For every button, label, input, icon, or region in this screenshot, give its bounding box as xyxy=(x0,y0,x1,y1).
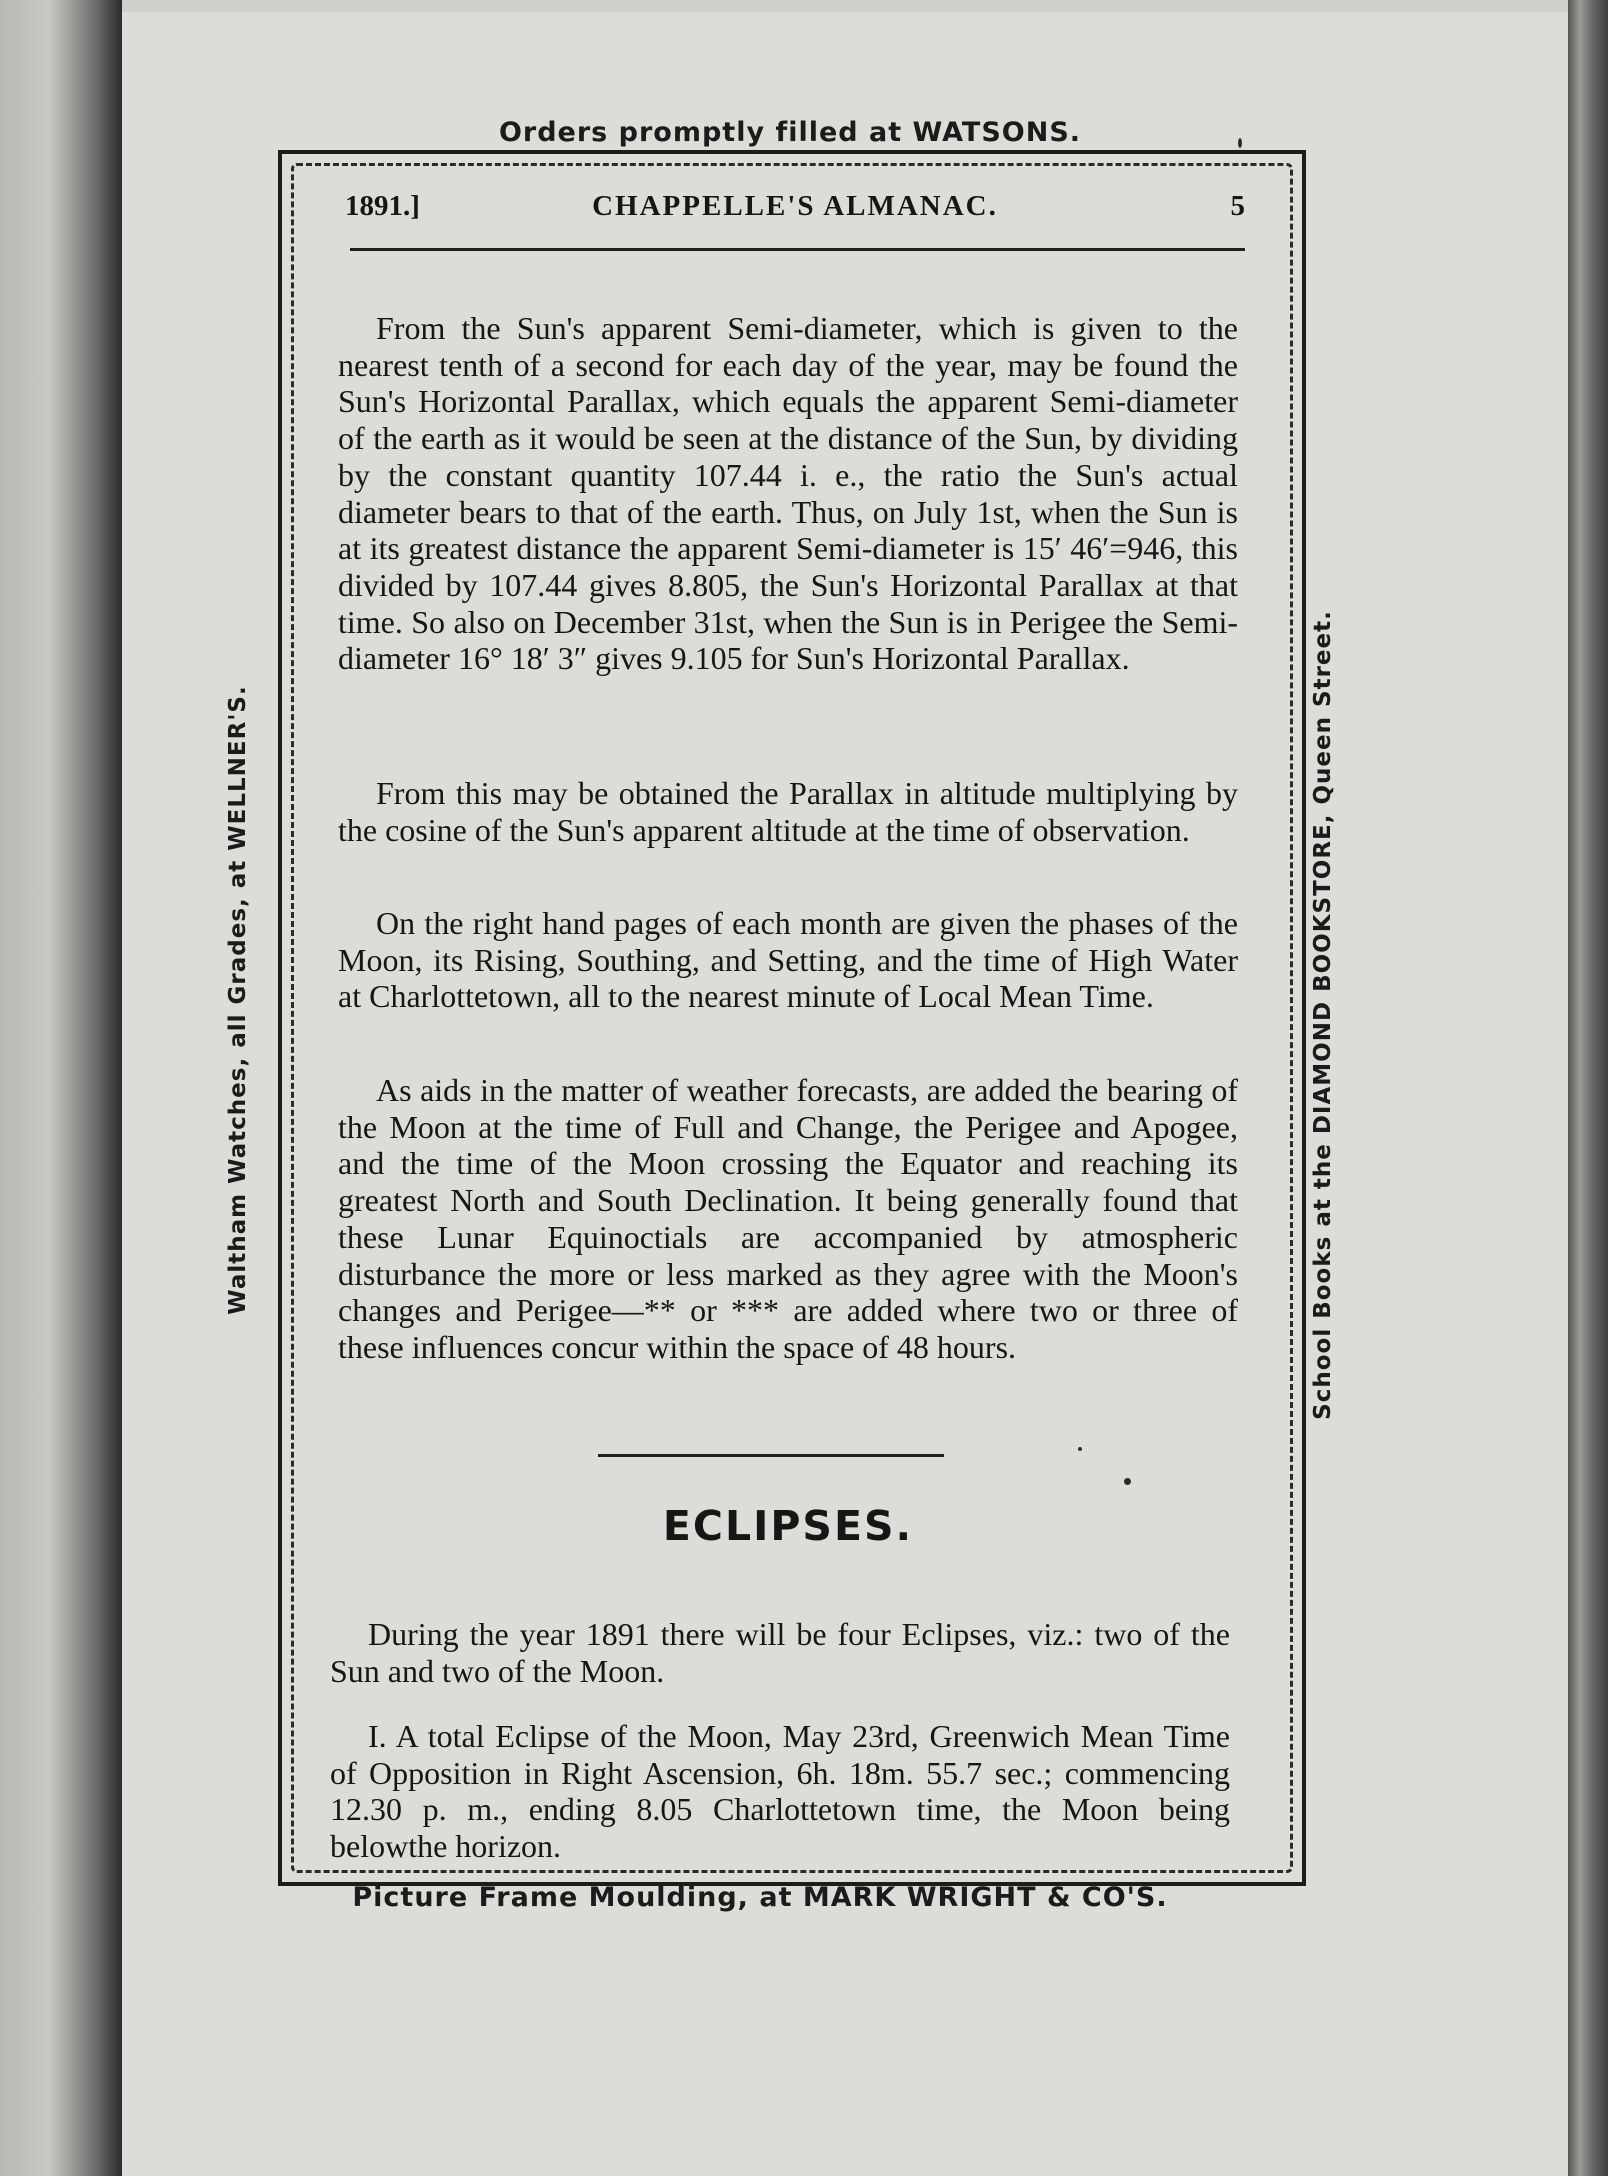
running-header xyxy=(345,190,1245,234)
header-rule xyxy=(350,248,1245,251)
eclipses-intro: During the year 1891 there will be four Eclipses, viz.: two of the Sun and two of the Moon. xyxy=(330,1616,1230,1689)
ink-speck xyxy=(1124,1478,1131,1485)
paragraph-weather-forecasts: As aids in the matter of weather forecasts, are added the bearing of the Moon at the time of Full and Change, the Perigee and Apogee, and the time of the Moon crossing the Equator and reaching its greatest North and South Declination. It being generally found that these Lunar Equinoctials are accompanied by atmospheric disturbance the more or less marked as they agree with the Moon's changes and Perigee—** or *** are added where two or three of these influences concur within the space of 48 hours. xyxy=(338,1072,1238,1365)
ink-speck xyxy=(1078,1447,1082,1451)
almanac-title: CHAPPELLE'S ALMANAC. xyxy=(592,190,998,222)
top-advertisement: Orders promptly filled at WATSONS. xyxy=(498,117,1082,148)
eclipse-item-1: I. A total Eclipse of the Moon, May 23rd, Greenwich Mean Time of Opposition in Right Ascension, 6h. 18m. 55.7 sec.; commencing 12.30 p. m., ending 8.05 Charlottetown time, the Moon being belowthe horizon. xyxy=(330,1718,1230,1865)
page-number: 5 xyxy=(1230,190,1245,222)
header-year: 1891.] xyxy=(345,190,420,222)
eclipses-heading: ECLIPSES. xyxy=(662,1502,914,1550)
bottom-advertisement: Picture Frame Moulding, at MARK WRIGHT & CO'S. xyxy=(352,1882,1168,1913)
ink-speck xyxy=(1238,138,1242,148)
paragraph-parallax: From this may be obtained the Parallax in altitude multiplying by the cosine of the Sun's apparent altitude at the time of observation. xyxy=(338,775,1238,848)
left-book-margin xyxy=(0,0,122,2176)
right-advertisement: School Books at the DIAMOND BOOKSTORE, Queen Street. xyxy=(1310,610,1336,1420)
left-advertisement: Waltham Watches, all Grades, at WELLNER'S. xyxy=(225,685,251,1315)
paragraph-moon-phases: On the right hand pages of each month are given the phases of the Moon, its Rising, Southing, and Setting, and the time of High Water at Charlottetown, all to the nearest minute of Local Mean Time. xyxy=(338,905,1238,1015)
paragraph-semi-diameter: From the Sun's apparent Semi-diameter, which is given to the nearest tenth of a second for each day of the year, may be found the Sun's Horizontal Parallax, which equals the apparent Semi-diameter of the earth as it would be seen at the distance of the Sun, by dividing by the constant quantity 107.44 i. e., the ratio the Sun's actual diameter bears to that of the earth. Thus, on July 1st, when the Sun is at its greatest distance the apparent Semi-diameter is 15′ 46′=946, this divided by 107.44 gives 8.805, the Sun's Horizontal Parallax at that time. So also on December 31st, when the Sun is in Perigee the Semi-diameter 16° 18′ 3″ gives 9.105 for Sun's Horizontal Parallax. xyxy=(338,310,1238,677)
right-book-edge xyxy=(1568,0,1608,2176)
section-divider xyxy=(598,1454,944,1457)
